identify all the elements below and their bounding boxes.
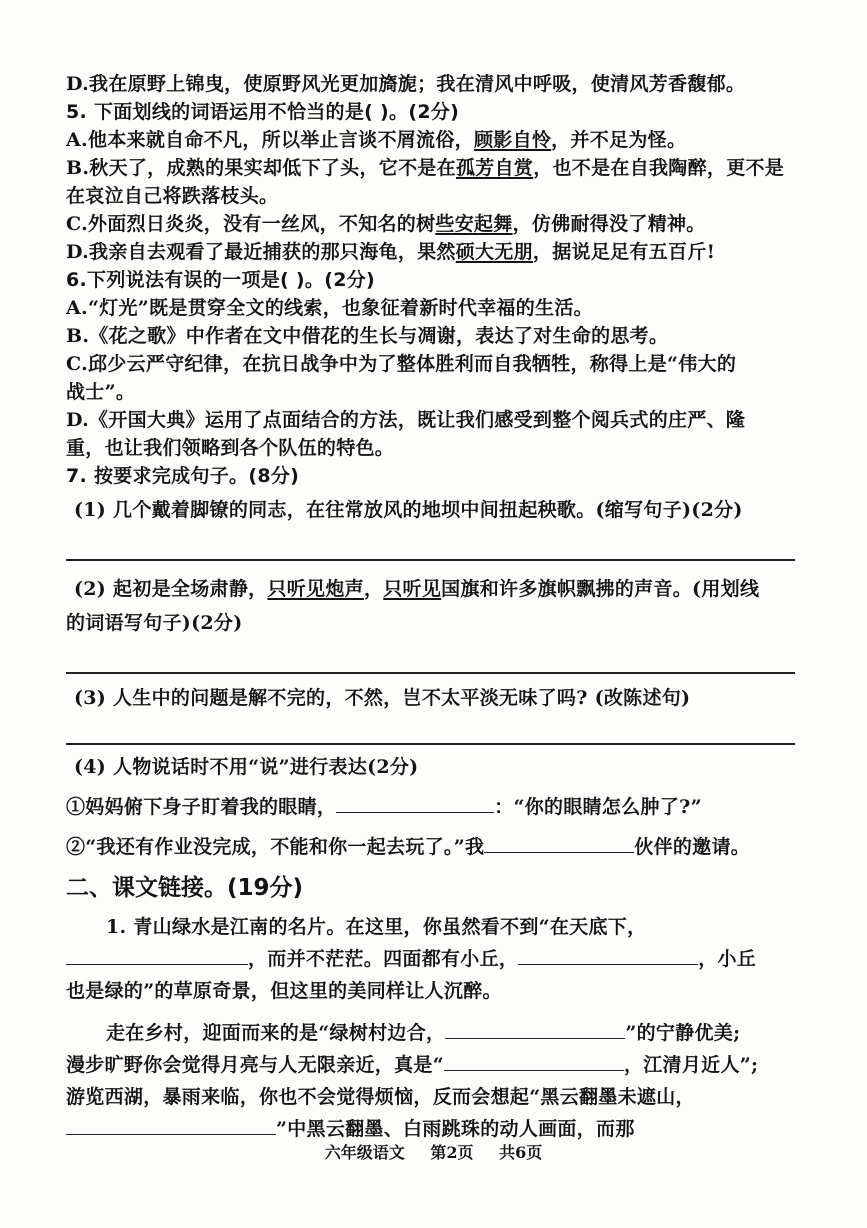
fill-blank[interactable] — [66, 946, 248, 965]
fill-blank[interactable] — [518, 946, 698, 965]
q7-item-1: (1) 几个戴着脚镣的同志，在往常放风的地坝中间扭起秧歌。(缩写句子)(2分) — [74, 499, 743, 521]
passage-line-4: 走在乡村，迎面而来的是“绿树村边合， ”的宁静优美; — [106, 1022, 741, 1044]
passage-line-2: ，而并不茫茫。四面都有小丘， ，小丘 — [66, 943, 795, 975]
q7-item-2-cont: 的词语写句子)(2分) — [66, 612, 243, 634]
passage-line-7: ”中黑云翻墨、白雨跳珠的动人画面，而那 — [66, 1113, 795, 1145]
footer-grade: 六年级语文 — [324, 1143, 405, 1162]
q5-option-b: B.秋天了，成熟的果实却低下了头，它不是在孤芳自赏，也不是在自我陶醉，更不是 — [66, 157, 785, 179]
q6-option-a: A.“灯光”既是贯穿全文的线索，也象征着新时代幸福的生活。 — [66, 297, 593, 319]
question-7: 7. 按要求完成句子。(8分) — [66, 465, 300, 487]
passage-line-5: 漫步旷野你会觉得月亮与人无限亲近，真是“ ，江清月近人”; — [66, 1054, 759, 1076]
underlined-word: 只听见 — [383, 578, 442, 600]
page-footer — [0, 1140, 867, 1163]
passage-line-1: 1. 青山绿水是江南的名片。在这里，你虽然看不到“在天底下， — [106, 916, 647, 938]
question-6: 6.下列说法有误的一项是( )。(2分) — [66, 269, 376, 291]
answer-line-2[interactable] — [66, 671, 795, 674]
fill-blank[interactable] — [445, 1020, 625, 1039]
answer-line-3[interactable] — [66, 742, 795, 745]
q5-option-b-cont: 在哀泣自己将跌落枝头。 — [66, 185, 279, 207]
underlined-word: 顾影自怜 — [473, 129, 552, 151]
underlined-word: 硕大无朋 — [455, 241, 533, 263]
footer-page: 第2页 — [430, 1143, 474, 1162]
q6-option-d-cont: 重，也让我们领略到各个队伍的特色。 — [66, 437, 395, 459]
q7-item-3: (3) 人生中的问题是解不完的，不然，岂不太平淡无味了吗? (改陈述句) — [74, 687, 691, 709]
footer-total: 共6页 — [499, 1143, 543, 1162]
passage-line-6: 游览西湖，暴雨来临，你也不会觉得烦恼，反而会想起“黑云翻墨未遮山， — [66, 1086, 695, 1108]
underlined-word: 只听见炮声 — [267, 578, 364, 600]
q5-option-d: D.我亲自去观看了最近捕获的那只海龟，果然硕大无朋，据说足足有五百斤! — [66, 241, 716, 263]
q7-item-2: (2) 起初是全场肃静，只听见炮声，只听见国旗和许多旗帜飘拂的声音。(用划线 — [74, 578, 760, 600]
answer-line-1[interactable] — [66, 558, 795, 561]
q5-option-c: C.外面烈日炎炎，没有一丝风，不知名的树些安起舞，仿佛耐得没了精神。 — [66, 213, 706, 235]
underlined-word: 孤芳自赏 — [455, 157, 534, 179]
underlined-word: 些安起舞 — [435, 213, 513, 235]
q5-option-a: A.他本来就自命不凡，所以举止言谈不屑流俗，顾影自怜，并不足为怪。 — [66, 129, 687, 151]
fill-blank[interactable] — [66, 1116, 276, 1135]
passage-line-3: 也是绿的”的草原奇景，但这里的美同样让人沉醉。 — [66, 980, 502, 1002]
fill-blank[interactable] — [336, 794, 494, 813]
q7-item-4a: ①妈妈俯下身子盯着我的眼睛， ：“你的眼睛怎么肿了?” — [66, 796, 702, 818]
fill-blank[interactable] — [444, 1052, 624, 1071]
q4-option-d: D.我在原野上锦曳，使原野风光更加旖旎；我在清风中呼吸，使清风芳香馥郁。 — [66, 73, 746, 95]
q6-option-d: D.《开国大典》运用了点面结合的方法，既让我们感受到整个阅兵式的庄严、隆 — [66, 409, 746, 431]
q7-item-4b: ②“我还有作业没完成，不能和你一起去玩了。”我 伙伴的邀请。 — [66, 836, 751, 858]
q6-option-b: B.《花之歌》中作者在文中借花的生长与凋谢，表达了对生命的思考。 — [66, 325, 669, 347]
q7-item-4: (4) 人物说话时不用“说”进行表达(2分) — [74, 756, 419, 778]
q6-option-c-cont: 战士”。 — [66, 381, 136, 403]
question-5: 5. 下面划线的词语运用不恰当的是( )。(2分) — [66, 101, 460, 123]
fill-blank[interactable] — [484, 834, 634, 853]
section-2-title: 二、课文链接。(19分) — [66, 875, 304, 901]
q6-option-c: C.邱少云严守纪律，在抗日战争中为了整体胜利而自我牺牲，称得上是“伟大的 — [66, 353, 737, 375]
